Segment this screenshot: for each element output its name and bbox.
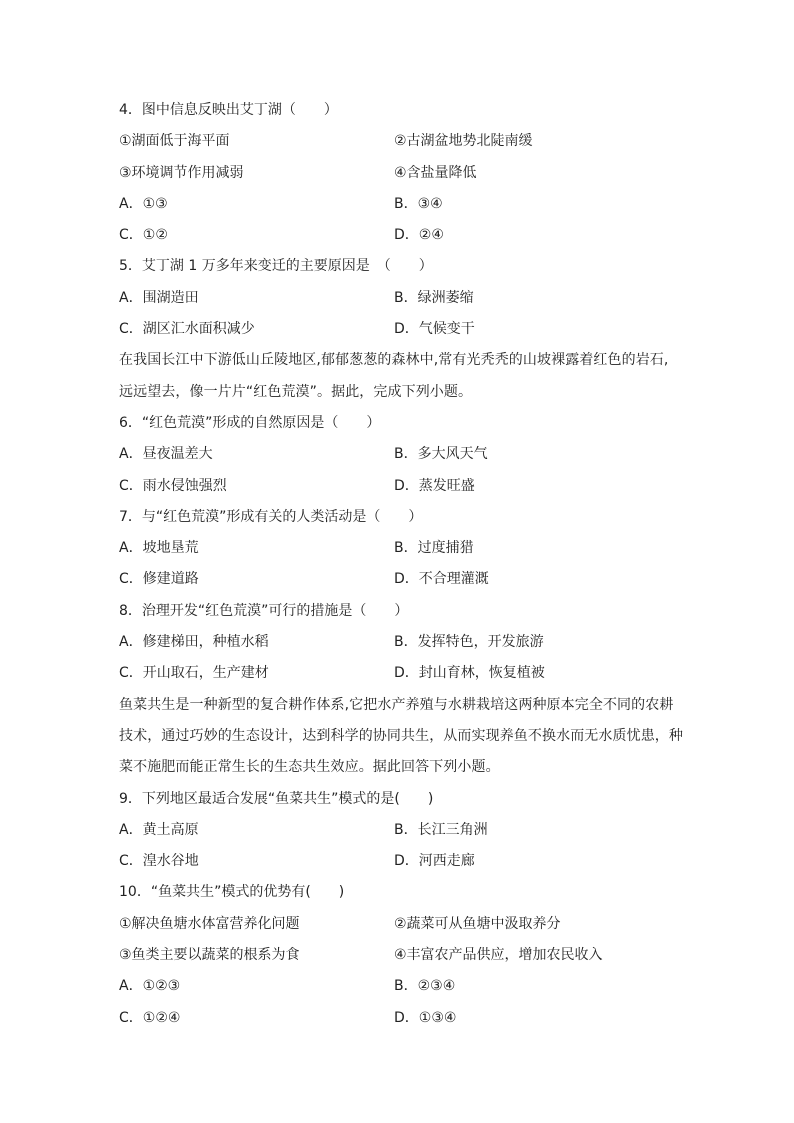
option-row [119,533,689,564]
passage-line: 技术，通过巧妙的生态设计，达到科学的协同共生，从而实现养鱼不换水而无水质忧患，种 [119,727,683,744]
option-right: ④含盐量降低 [394,164,477,181]
option-right: B．过度捕猎 [394,540,474,557]
option-right: ②古湖盆地势北陡南缓 [394,133,533,150]
option-row [119,471,689,502]
option-row [119,909,689,940]
option-row [119,815,689,846]
option-left: ③鱼类主要以蔬菜的根系为食 [119,947,300,964]
option-right: B．②③④ [394,978,456,995]
option-left: A．①②③ [119,978,181,995]
option-right: D．蒸发旺盛 [394,477,475,494]
option-left: A．①③ [119,195,168,212]
option-row [119,627,689,658]
option-left: C．①②④ [119,1009,181,1026]
option-right: D．不合理灌溉 [394,571,489,588]
option-row [119,971,689,1002]
question-stem: 9．下列地区最适合发展“鱼菜共生”模式的是( ) [119,790,434,807]
option-row [119,189,689,220]
option-left: A．修建梯田，种植水稻 [119,634,269,651]
option-left: C．雨水侵蚀强烈 [119,477,227,494]
option-right: D．①③④ [394,1009,457,1026]
option-right: B．绿洲萎缩 [394,289,474,306]
option-left: A．昼夜温差大 [119,446,213,463]
passage-line: 鱼菜共生是一种新型的复合耕作体系,它把水产养殖与水耕栽培这两种原本完全不同的农耕 [119,696,674,713]
question-stem: 6．“红色荒漠”形成的自然原因是（ ） [119,414,381,431]
option-left: C．湟水谷地 [119,853,199,870]
passage-line: 远远望去，像一片片“红色荒漠”。据此，完成下列小题。 [119,383,473,400]
option-right: B．长江三角洲 [394,821,488,838]
question-stem: 7．与“红色荒漠”形成有关的人类活动是（ ） [119,508,423,525]
option-left: C．①② [119,227,168,244]
option-left: ①解决鱼塘水体富营养化问题 [119,915,300,932]
question-stem: 10．“鱼菜共生”模式的优势有( ) [119,884,345,901]
passage-line: 菜不施肥而能正常生长的生态共生效应。据此回答下列小题。 [119,759,500,776]
option-row [119,940,689,971]
option-right: D．②④ [394,227,444,244]
question-stem: 4．图中信息反映出艾丁湖（ ） [119,102,338,118]
option-left: C．修建道路 [119,571,199,588]
option-left: C．开山取石，生产建材 [119,665,269,682]
option-right: B．多大风天气 [394,446,488,463]
option-left: ③环境调节作用减弱 [119,164,244,181]
option-row [119,564,689,595]
option-row [119,126,689,157]
option-right: D．封山育林，恢复植被 [394,665,545,682]
question-stem: 5．艾丁湖 1 万多年来变迁的主要原因是 （ ） [119,258,433,275]
option-left: C．湖区汇水面积减少 [119,321,255,338]
option-row [119,439,689,470]
option-left: ①湖面低于海平面 [119,133,230,150]
option-row [119,158,689,189]
option-right: D．气候变干 [394,321,475,338]
passage-line: 在我国长江中下游低山丘陵地区,郁郁葱葱的森林中,常有光秃秃的山坡裸露着红色的岩石, [119,352,669,369]
option-right: B．发挥特色，开发旅游 [394,634,544,651]
option-row [119,658,689,689]
option-left: A．坡地垦荒 [119,540,199,557]
question-stem: 8．治理开发“红色荒漠”可行的措施是（ ） [119,602,409,619]
option-left: A．黄土高原 [119,821,199,838]
option-row [119,1003,689,1034]
option-row [119,220,689,251]
option-right: B．③④ [394,195,443,212]
option-right: ④丰富农产品供应，增加农民收入 [394,947,603,964]
option-row [119,846,689,877]
option-row [119,314,689,345]
option-left: A．围湖造田 [119,289,199,306]
option-right: ②蔬菜可从鱼塘中汲取养分 [394,915,561,932]
exam-page [119,95,689,1034]
option-right: D．河西走廊 [394,853,475,870]
option-row [119,283,689,314]
